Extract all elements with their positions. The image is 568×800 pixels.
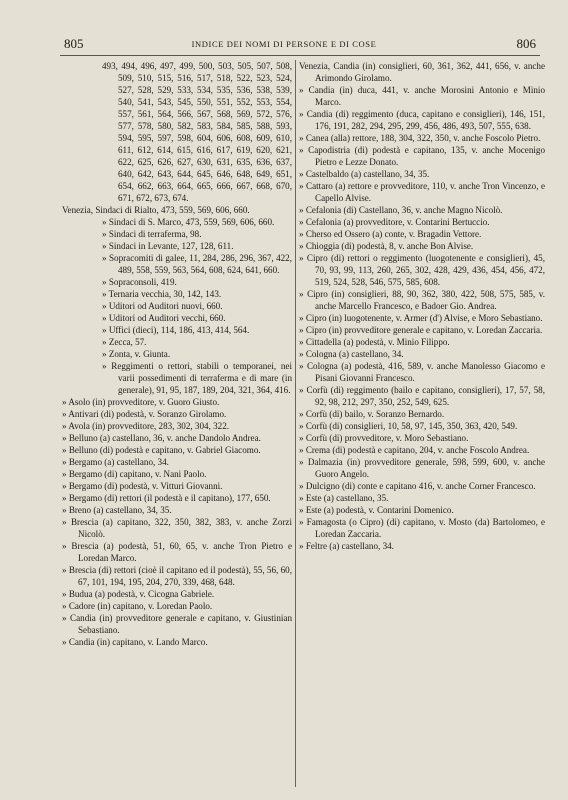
left-page-number: 805 xyxy=(64,36,84,51)
index-entry: » Este (a) castellano, 35. xyxy=(299,493,389,503)
index-entry: » Sindaci in Levante, 127, 128, 611. xyxy=(102,241,234,251)
index-entry: » Breno (a) castellano, 34, 35. xyxy=(62,505,172,515)
index-entry: » Capodistria (di) podestà e capitano, 135, v. anche Mocenigo Pietro e Lezze Donato. xyxy=(299,145,545,167)
left-index-column xyxy=(62,60,292,648)
index-entry: » Chioggia (di) podestà, 8, v. anche Bon Alvise. xyxy=(299,241,474,251)
index-entry: » Belluno (di) podestà e capitano, v. Gabriel Giacomo. xyxy=(62,445,261,455)
index-entry: » Candia (in) capitano, v. Lando Marco. xyxy=(62,637,208,647)
index-entry: » Uditori od Auditori vecchi, 660. xyxy=(102,313,226,323)
index-entry: » Sindaci di terraferma, 98. xyxy=(102,229,202,239)
index-entry: » Reggimenti o rettori, stabili o temporanei, nei varii possedimenti di terraferma e di mare (in generale), 91, 95, 187, 189, 204, 321, 364, 416. xyxy=(102,361,292,395)
index-entry: » Cittadella (a) podestà, v. Minio Filippo. xyxy=(299,337,450,347)
running-header xyxy=(0,32,568,54)
index-entry: » Sindaci di S. Marco, 473, 559, 569, 606, 660. xyxy=(102,217,275,227)
index-entry: » Dulcigno (di) conte e capitano 416, v. anche Corner Francesco. xyxy=(299,481,536,491)
index-entry: » Avola (in) provveditore, 283, 302, 304, 322. xyxy=(62,421,230,431)
index-entry: » Brescia (a) capitano, 322, 350, 382, 383, v. anche Zorzi Nicolò. xyxy=(62,517,292,539)
index-entry: » Bergamo (di) rettori (il podestà e il capitano), 177, 650. xyxy=(62,493,271,503)
index-entry: » Brescia (a) podestà, 51, 60, 65, v. anche Tron Pietro e Loredan Marco. xyxy=(62,541,292,563)
header-rule xyxy=(60,55,540,56)
index-entry: » Corfù (di) provveditore, v. Moro Sebastiano. xyxy=(299,433,469,443)
index-entry: » Sopracomiti di galee, 11, 284, 286, 296, 367, 422, 489, 558, 559, 563, 564, 608, 624, 641, 660. xyxy=(102,253,292,275)
index-entry: » Cefalonia (di) Castellano, 36, v. anche Magno Nicolò. xyxy=(299,205,503,215)
index-entry: » Cologna (a) castellano, 34. xyxy=(299,349,404,359)
index-entry: » Dalmazia (in) provveditore generale, 598, 599, 600, v. anche Guoro Angelo. xyxy=(299,457,545,479)
index-entry: » Sopraconsoli, 419. xyxy=(102,277,177,287)
index-entry: » Feltre (a) castellano, 34. xyxy=(299,541,394,551)
index-entry: » Bergamo (di) capitano, v. Nani Paolo. xyxy=(62,469,207,479)
index-entry: 493, 494, 496, 497, 499, 500, 503, 505, 507, 508, 509, 510, 515, 516, 517, 518, 522, 523, 524, 527, 528, 529, 533, 534, 535, 536, 538, 539, 540, 541, 543, 545, 550, 551, 552, 553, 554, 557, 561, 564, 566, 567, 568, 569, 572, 576, 577, 578, 580, 582, 583, 584, 585, 588, 593, 594, 595, 597, 598, 604, 606, 608, 609, 610, 611, 612, 614, 615, 616, 617, 619, 620, 621, 622, 625, 626, 627, 630, 631, 635, 636, 637, 640, 642, 643, 644, 645, 646, 648, 649, 651, 654, 662, 663, 664, 665, 666, 667, 668, 670, 671, 672, 673, 674. xyxy=(102,61,292,203)
index-entry: » Corfù (di) bailo, v. Soranzo Bernardo. xyxy=(299,409,445,419)
index-entry: » Canea (alla) rettore, 188, 304, 322, 350, v. anche Foscolo Pietro. xyxy=(299,133,541,143)
index-entry: » Crema (di) podestà e capitano, 204, v. anche Foscolo Andrea. xyxy=(299,445,530,455)
index-entry: » Cherso ed Ossero (a) conte, v. Bragadin Vettore. xyxy=(299,229,482,239)
index-entry: » Cefalonia (a) provveditore, v. Contarini Bertuccio. xyxy=(299,217,490,227)
index-entry: » Corfù (di) reggimento (bailo e capitano, consiglieri), 17, 57, 58, 92, 98, 212, 297, 350, 252, 549, 625. xyxy=(299,385,545,407)
index-entry: » Castelbaldo (a) castellano, 34, 35. xyxy=(299,169,430,179)
index-entry: » Corfù (di) consiglieri, 10, 58, 97, 145, 350, 363, 420, 549. xyxy=(299,421,518,431)
index-entry: » Cattaro (a) rettore e provveditore, 110, v. anche Tron Vincenzo, e Capello Alvise. xyxy=(299,181,545,203)
index-entry: » Ternaria vecchia, 30, 142, 143. xyxy=(102,289,222,299)
index-entry: » Cipro (in) consiglieri, 88, 90, 362, 380, 422, 508, 575, 585, v. anche Marcello Francesco, e Badoer Gio. Andrea. xyxy=(299,289,545,311)
index-entry: Venezia, Candia (in) consiglieri, 60, 361, 362, 441, 656, v. anche Arimondo Girolamo. xyxy=(299,61,545,83)
index-entry: » Budua (a) podestà, v. Cicogna Gabriele. xyxy=(62,589,215,599)
index-entry: » Asolo (in) provveditore, v. Guoro Giusto. xyxy=(62,397,220,407)
index-entry: » Este (a) podestà, v. Contarini Domenico. xyxy=(299,505,454,515)
index-entry: » Candia (di) reggimento (duca, capitano e consiglieri), 146, 151, 176, 191, 282, 294, 295, 299, 456, 486, 493, 507, 555, 638. xyxy=(299,109,545,131)
column-divider xyxy=(295,60,296,787)
running-title: INDICE DEI NOMI DI PERSONE E DI COSE xyxy=(191,39,377,49)
index-entry: » Cadore (in) capitano, v. Loredan Paolo. xyxy=(62,601,213,611)
index-entry: » Candia (in) provveditore generale e capitano, v. Giustinian Sebastiano. xyxy=(62,613,292,635)
index-entry: » Cipro (di) rettori o reggimento (luogotenente e consiglieri), 45, 70, 93, 99, 113, 260, 265, 302, 428, 429, 436, 454, 456, 472, 519, 524, 528, 546, 575, 585, 608. xyxy=(299,253,545,287)
index-entry: » Uditori od Auditori nuovi, 660. xyxy=(102,301,223,311)
index-entry: » Candia (in) duca, 441, v. anche Morosini Antonio e Minio Marco. xyxy=(299,85,545,107)
index-entry: » Bergamo (a) castellano, 34. xyxy=(62,457,169,467)
index-entry: » Cologna (a) podestà, 416, 589, v. anche Manolesso Giacomo e Pisani Giovanni Francesco. xyxy=(299,361,545,383)
index-entry: » Cipro (in) luogotenente, v. Armer (d') Alvise, e Moro Sebastiano. xyxy=(299,313,543,323)
index-entry: Venezia, Sindaci di Rialto, 473, 559, 569, 606, 660. xyxy=(62,205,250,215)
index-entry: » Bergamo (di) podestà, v. Vitturi Giovanni. xyxy=(62,481,223,491)
index-entry: » Famagosta (o Cipro) (di) capitano, v. Mosto (da) Bartolomeo, e Loredan Zaccaria. xyxy=(299,517,545,539)
index-entry: » Brescia (di) rettori (cioè il capitano ed il podestà), 55, 56, 60, 67, 101, 194, 195, 204, 270, 339, 468, 648. xyxy=(62,565,292,587)
index-entry: » Belluno (a) castellano, 36, v. anche Dandolo Andrea. xyxy=(62,433,261,443)
right-page-number: 806 xyxy=(516,36,536,51)
index-entry: » Uffici (dieci), 114, 186, 413, 414, 564. xyxy=(102,325,250,335)
index-entry: » Antivari (di) podestà, v. Soranzo Girolamo. xyxy=(62,409,227,419)
index-entry: » Cipro (in) provveditore generale e capitano, v. Loredan Zaccaria. xyxy=(299,325,543,335)
index-entry: » Zonta, v. Giunta. xyxy=(102,349,171,359)
right-index-column xyxy=(299,60,545,552)
index-entry: » Zecca, 57. xyxy=(102,337,147,347)
